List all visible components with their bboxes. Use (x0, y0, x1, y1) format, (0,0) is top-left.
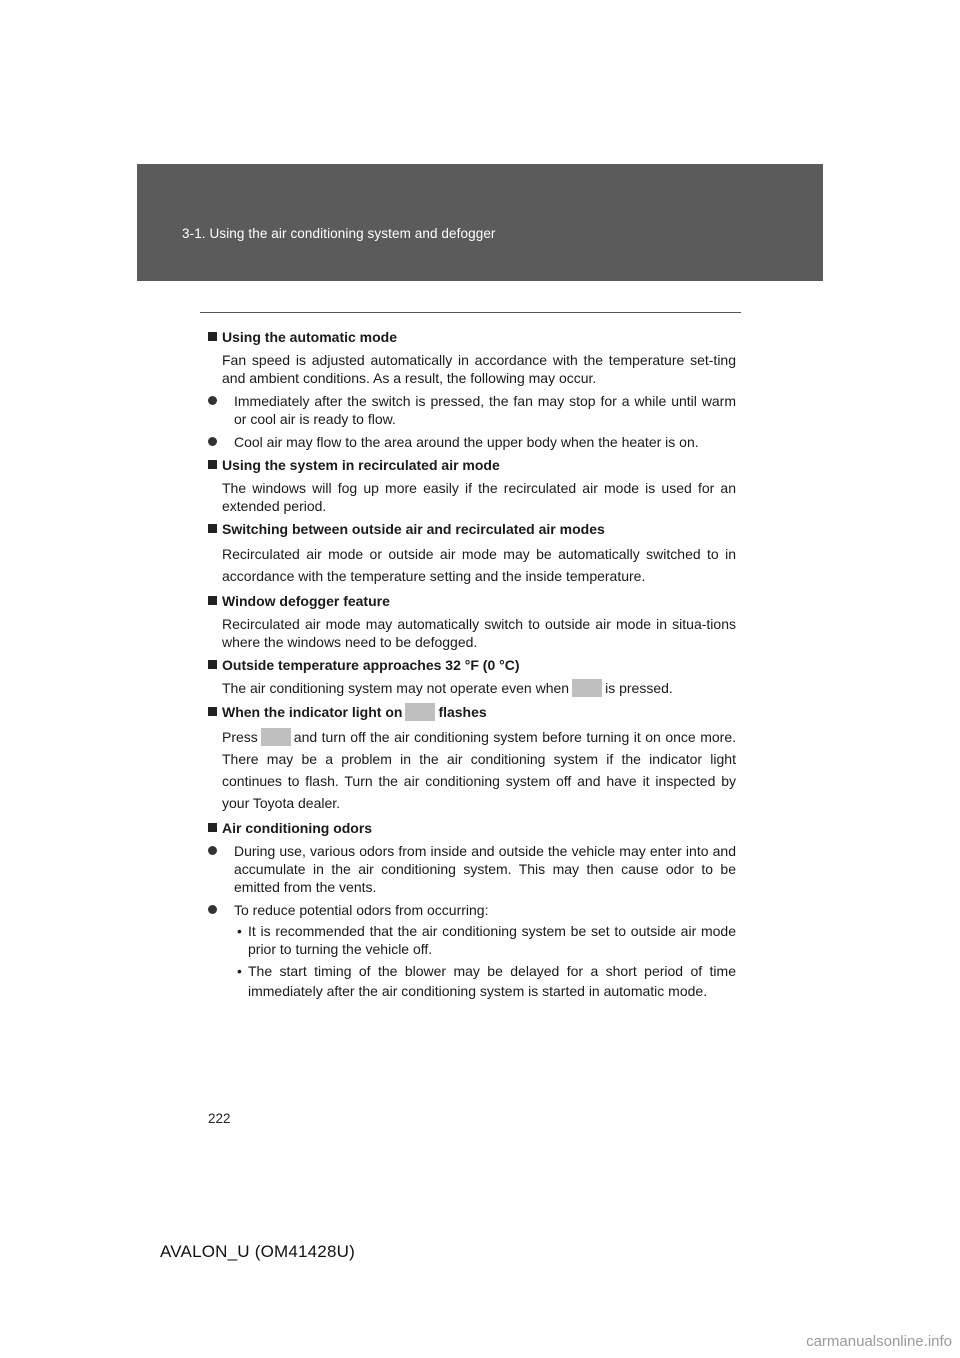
section-window-defogger (208, 592, 736, 651)
document-code: AVALON_U (OM41428U) (160, 1242, 355, 1261)
square-bullet-icon (208, 596, 217, 605)
list-item: To reduce potential odors from occurring: (208, 901, 736, 919)
square-bullet-icon (208, 460, 217, 469)
round-bullet-icon (208, 846, 217, 855)
section-title: Switching between outside air and recirculated air modes (222, 521, 605, 537)
section-paragraph: Press and turn off the air conditioning system before turning it on once more. There may be a problem in the air conditioning system if the indicator light continues to flash. Turn the air conditioning system off and have it inspected by your Toyota dealer. (222, 729, 736, 811)
divider-rule (200, 312, 741, 313)
square-bullet-icon (208, 332, 217, 341)
ac-button-icon (405, 703, 435, 721)
section-paragraph: The air conditioning system may not operate even when is pressed. (222, 680, 673, 696)
square-bullet-icon (208, 660, 217, 669)
list-item: Immediately after the switch is pressed, the fan may stop for a while until warm or cool air is ready to flow. (208, 392, 736, 428)
sub-list-item: • It is recommended that the air conditioning system be set to outside air mode prior to turning the vehicle off. (237, 923, 736, 957)
chapter-title: 3-1. Using the air conditioning system and defogger (182, 226, 496, 241)
section-indicator-flashes: When the indicator light on flashes Press and turn off the air conditioning system before turning it on once more. There may be a problem in the air conditioning system if the indicator light continues to flash. Turn the air conditioning system off and have it inspected by your Toyota dealer. (208, 703, 736, 814)
ac-button-icon (572, 679, 602, 697)
section-title: Window defogger feature (222, 593, 390, 609)
list-item: Cool air may flow to the area around the upper body when the heater is on. (208, 433, 736, 451)
section-recirculated-mode (208, 456, 736, 515)
section-paragraph: Fan speed is adjusted automatically in accordance with the temperature set-ting and ambient conditions. As a result, the following may occur. (222, 352, 736, 386)
section-switching-modes (208, 520, 736, 587)
section-ac-odors (208, 819, 736, 1001)
square-bullet-icon (208, 823, 217, 832)
section-title: Using the system in recirculated air mode (222, 457, 500, 473)
section-outside-temperature (208, 656, 736, 697)
round-bullet-icon (208, 396, 217, 405)
round-bullet-icon (208, 437, 217, 446)
section-paragraph: Recirculated air mode or outside air mode may be automatically switched to in accordance with the temperature setting and the inside temperature. (222, 546, 736, 584)
round-bullet-icon (208, 905, 217, 914)
watermark: carmanualsonline.info (806, 1333, 952, 1350)
section-automatic-mode (208, 328, 736, 451)
page-content (208, 328, 736, 1001)
section-title: Air conditioning odors (222, 820, 373, 836)
section-title: Using the automatic mode (222, 329, 398, 345)
section-paragraph: Recirculated air mode may automatically switch to outside air mode in situa-tions where the windows need to be defogged. (222, 616, 736, 650)
section-paragraph: The windows will fog up more easily if the recirculated air mode is used for an extended period. (222, 480, 736, 514)
list-item: During use, various odors from inside and outside the vehicle may enter into and accumulate in the air conditioning system. This may then cause odor to be emitted from the vents. (208, 842, 736, 896)
sub-list-item: • The start timing of the blower may be delayed for a short period of time immediately after the air conditioning system is started in automatic mode. (237, 963, 736, 999)
chapter-header-band (137, 164, 823, 281)
square-bullet-icon (208, 524, 217, 533)
page-number: 222 (208, 1111, 231, 1126)
ac-button-icon (261, 728, 291, 746)
square-bullet-icon (208, 707, 217, 716)
section-title: Outside temperature approaches 32 °F (0 °C) (222, 657, 520, 673)
